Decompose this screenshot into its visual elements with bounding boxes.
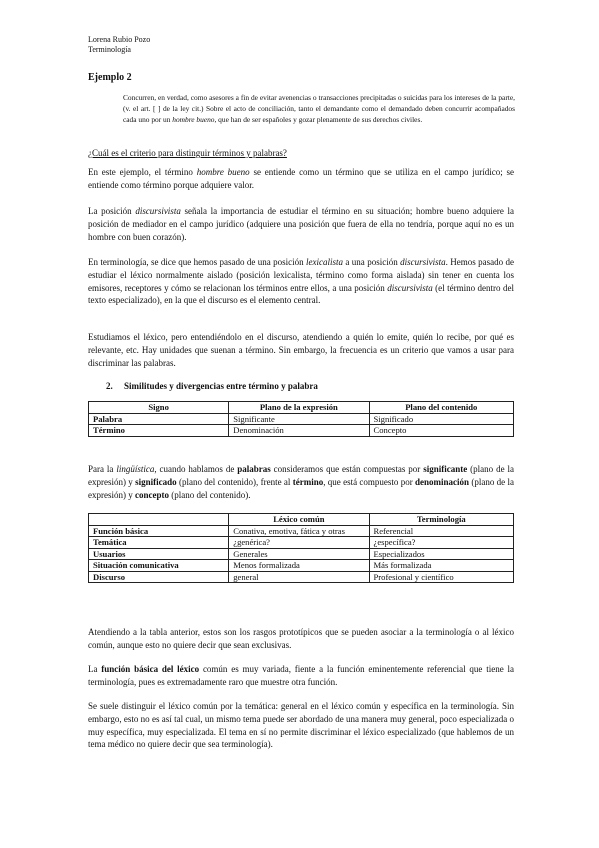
- subject-name: Terminología: [88, 45, 131, 54]
- text: se entiende como un término que se utiliza en el campo jurídico; se entiende como término porque adquiere valor.: [88, 167, 514, 190]
- table-cell: Discurso: [89, 571, 229, 583]
- table-cell: Situación comunicativa: [89, 560, 229, 572]
- text: señala la importancia de estudiar el término en su situación; hombre bueno adquiere la posición de mediador en el campo jurídico (adquiere una posición que fuera de ella no tendría, porque aquí no es un hombre con buen corazón).: [88, 206, 514, 242]
- term: denominación: [415, 476, 470, 487]
- table-header: Terminología: [369, 514, 514, 526]
- term: lexicalista: [306, 257, 344, 267]
- quote-term: hombre bueno: [172, 115, 215, 124]
- text: (el término dentro del texto especializado), en la que el discurso es el elemento central.: [88, 282, 514, 306]
- table-cell: general: [229, 571, 369, 583]
- table-cell: Significado: [369, 413, 514, 425]
- text: Para la: [88, 464, 117, 474]
- term: función básica del léxico: [101, 664, 200, 674]
- table-row: [89, 413, 514, 425]
- quote-text-end: , que han de ser españoles y gozar plenamente de sus derechos civiles.: [214, 115, 423, 124]
- paragraph-2: [88, 205, 514, 243]
- text: La: [88, 664, 102, 674]
- table-header-row: [89, 402, 514, 414]
- table-header: [89, 514, 229, 526]
- term: significado: [135, 476, 177, 487]
- table-lexicon-vs-terminology: [88, 513, 514, 583]
- table-cell: Profesional y científico: [369, 571, 514, 583]
- table-row: [89, 560, 514, 572]
- table-cell: Temática: [89, 537, 229, 549]
- text: , que está compuesto por: [323, 476, 416, 487]
- table-row: [89, 525, 514, 537]
- text: . Hemos pasado de estudiar el léxico normalmente aislado (posición lexicalista, término como forma aislada) sin tener en cuenta los emisores, receptores y cómo se relacionan los términos entre ellos, a una posición: [88, 257, 514, 293]
- text: La posición: [88, 206, 136, 216]
- table-cell: ¿específica?: [369, 537, 514, 549]
- example-heading: Ejemplo 2: [88, 72, 132, 83]
- table-cell: Menos formalizada: [229, 560, 369, 572]
- text: consideramos que están compuestas por: [270, 464, 424, 474]
- table-cell: Más formalizada: [369, 560, 514, 572]
- term: hombre bueno: [196, 167, 250, 177]
- table-cell: Referencial: [369, 525, 514, 537]
- paragraph-1: [88, 166, 514, 192]
- table-row: [89, 548, 514, 560]
- term: discursivista: [400, 257, 446, 267]
- text: (plano de la expresión) y: [88, 464, 514, 487]
- table-cell: Función básica: [89, 525, 229, 537]
- text: (plano del contenido).: [169, 489, 251, 500]
- paragraph-4: Estudiamos el léxico, pero entendiéndolo en el discurso, atendiendo a quién lo emite, quién lo recibe, por qué es relevante, etc. Hay unidades que suenan a término. Sin embargo, la frecuencia es un criterio que vamos a usar para discriminar las palabras.: [88, 332, 514, 368]
- table-cell: Término: [89, 425, 229, 437]
- term: palabras: [237, 464, 271, 474]
- term: lingüística: [116, 464, 155, 474]
- term: discursivista: [135, 206, 181, 216]
- author-name: Lorena Rubio Pozo: [88, 35, 151, 44]
- table-row: [89, 425, 514, 437]
- text: En terminología, se dice que hemos pasado de una posición: [88, 257, 307, 267]
- text: a una posición: [343, 257, 401, 267]
- text: , cuando hablamos de: [154, 464, 238, 474]
- table-header: Plano del contenido: [369, 402, 514, 414]
- paragraph-3: [88, 256, 514, 307]
- section-title: Similitudes y divergencias entre término y palabra: [124, 381, 318, 391]
- table-header-row: [89, 514, 514, 526]
- text: común es muy variada, fiente a la función eminentemente referencial que tiene la terminología, pues es extremadamente raro que muestre otra función.: [88, 664, 514, 687]
- section-number: 2.: [106, 381, 113, 391]
- table-header: Léxico común: [229, 514, 369, 526]
- paragraph-6: Atendiendo a la tabla anterior, estos son los rasgos prototípicos que se pueden asociar a la terminología o al léxico común, aunque esto no quiere decir que sean exclusivas.: [88, 627, 514, 650]
- table-term-vs-word: [88, 401, 514, 437]
- page-header: [88, 35, 150, 55]
- term: concepto: [135, 489, 169, 500]
- paragraph-5: [88, 463, 514, 501]
- table-cell: Usuarios: [89, 548, 229, 560]
- table-cell: Significante: [229, 413, 369, 425]
- table-header: Plano de la expresión: [229, 402, 369, 414]
- table-cell: Generales: [229, 548, 369, 560]
- quote-text: Concurren, en verdad, como asesores a fin de evitar avenencias o transacciones precipitadas o suicidas para los intereses de la parte, (v. el art. [ ] de la ley cit.) Sobre el acto de conciliación, tanto el demandante como el demandado deben concurrir acompañados cada uno por un: [123, 93, 515, 124]
- question-heading: ¿Cuál es el criterio para distinguir términos y palabras?: [88, 148, 287, 158]
- paragraph-7: [88, 663, 514, 689]
- term: término: [292, 476, 324, 487]
- table-cell: Conativa, emotiva, fática y otras: [229, 525, 369, 537]
- table-cell: Especializados: [369, 548, 514, 560]
- text: (plano de la expresión) y: [88, 476, 514, 500]
- table-cell: Palabra: [89, 413, 229, 425]
- text: En este ejemplo, el término: [88, 167, 197, 177]
- term: discursivista: [387, 282, 433, 293]
- section-2-heading: [106, 381, 318, 391]
- table-cell: Denominación: [229, 425, 369, 437]
- table-row: [89, 571, 514, 583]
- table-header: Signo: [89, 402, 229, 414]
- table-row: [89, 537, 514, 549]
- table-cell: Concepto: [369, 425, 514, 437]
- table-cell: ¿genérica?: [229, 537, 369, 549]
- term: significante: [423, 464, 468, 474]
- text: (plano del contenido), frente al: [176, 476, 293, 487]
- paragraph-8: Se suele distinguir el léxico común por la temática: general en el léxico común y específica en la terminología. Sin embargo, esto no es así tal cual, un mismo tema puede ser abordado de una manera muy general, poco especializada o muy específica, muy especializada. El tema en sí no permite discriminar el léxico especializado (que hablemos de un tema médico no quiere decir que sea terminología).: [88, 701, 514, 750]
- example-quote: [123, 92, 515, 125]
